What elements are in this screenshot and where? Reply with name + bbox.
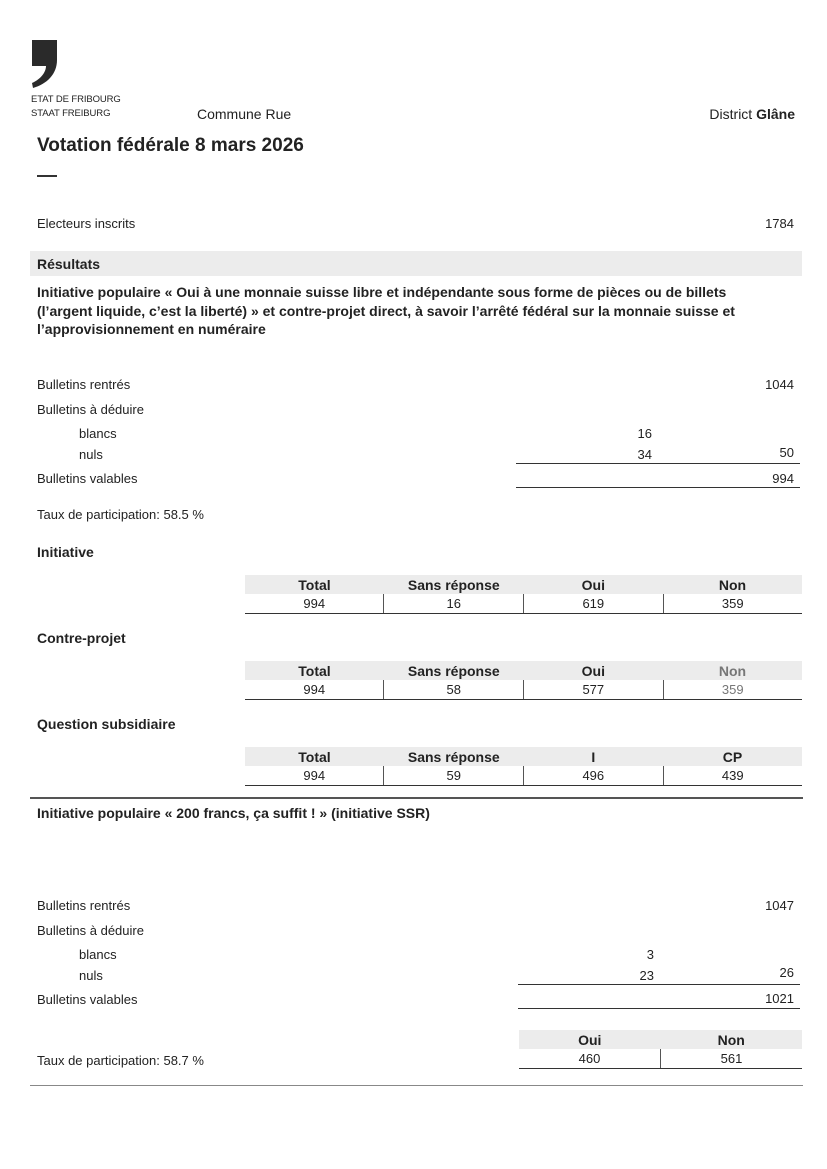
participation-text: Taux de participation: 58.7 %: [37, 1053, 204, 1068]
sum-rule: [516, 487, 800, 488]
cell-sans-reponse: 58: [384, 680, 524, 700]
col-non: Non: [661, 1030, 803, 1049]
col-sans-reponse: Sans réponse: [384, 575, 524, 594]
district-value: Glâne: [756, 106, 795, 122]
deduire-total-value: 26: [779, 965, 794, 980]
bulletins-rentres-label: Bulletins rentrés: [37, 898, 131, 913]
cell-contre-projet: 439: [663, 766, 802, 786]
cell-sans-reponse: 16: [384, 594, 524, 614]
cell-total: 994: [245, 594, 384, 614]
col-contre-projet: CP: [663, 747, 802, 766]
district-label: District: [709, 106, 753, 122]
blancs-label: blancs: [79, 947, 117, 962]
section-divider: [30, 797, 803, 799]
initiative-heading: Initiative: [37, 544, 94, 560]
bulletins-deduire-label: Bulletins à déduire: [37, 402, 144, 417]
title-dash: [37, 175, 57, 177]
commune-name: Commune Rue: [197, 106, 292, 122]
contre-projet-heading: Contre-projet: [37, 630, 126, 646]
cell-non: 359: [663, 680, 802, 700]
footer-divider: [30, 1085, 803, 1086]
cell-oui: 460: [519, 1049, 661, 1069]
valables-value: 1021: [765, 991, 794, 1006]
bulletins-rentres-value: 1047: [765, 898, 794, 913]
electeurs-label: Electeurs inscrits: [37, 216, 136, 231]
sum-rule: [516, 463, 800, 464]
fribourg-logo-icon: [31, 40, 61, 88]
district-name: [709, 106, 795, 122]
bulletins-deduire-label: Bulletins à déduire: [37, 923, 144, 938]
nuls-label: nuls: [79, 968, 103, 983]
objet2-results-table: [519, 1030, 802, 1069]
objet1-title: [37, 283, 817, 339]
deduire-total-value: 50: [779, 445, 794, 460]
objet1-title-line: (l’argent liquide, c’est la liberté) » et contre-projet direct, à savoir l’arrêté fédéral sur la monnaie suisse et: [37, 302, 735, 319]
cell-total: 994: [245, 766, 384, 786]
objet1-title-line: l’approvisionnement en numéraire: [37, 321, 266, 337]
col-sans-reponse: Sans réponse: [384, 747, 524, 766]
nuls-label: nuls: [79, 447, 103, 462]
objet2-title: Initiative populaire « 200 francs, ça suffit ! » (initiative SSR): [37, 805, 430, 821]
blancs-value: 16: [637, 426, 652, 441]
cell-oui: 619: [524, 594, 663, 614]
contre-projet-results-table: [245, 661, 802, 700]
valables-value: 994: [772, 471, 794, 486]
col-sans-reponse: Sans réponse: [384, 661, 524, 680]
question-subsidiaire-results-table: [245, 747, 802, 786]
org-name-fr: ETAT DE FRIBOURG: [31, 94, 121, 105]
sum-rule: [518, 984, 800, 985]
participation-text: Taux de participation: 58.5 %: [37, 507, 204, 522]
cell-sans-reponse: 59: [384, 766, 524, 786]
initiative-results-table: [245, 575, 802, 614]
results-heading: Résultats: [37, 256, 101, 272]
cell-oui: 577: [524, 680, 663, 700]
results-band: [30, 251, 802, 276]
bulletins-rentres-value: 1044: [765, 377, 794, 392]
col-non: Non: [663, 661, 802, 680]
col-non: Non: [663, 575, 802, 594]
col-initiative: I: [524, 747, 663, 766]
objet1-title-line: Initiative populaire « Oui à une monnaie suisse libre et indépendante sous forme de pièces ou de billets: [37, 284, 727, 300]
nuls-value: 23: [639, 968, 654, 983]
col-oui: Oui: [524, 661, 663, 680]
col-total: Total: [245, 661, 384, 680]
org-name-de: STAAT FREIBURG: [31, 108, 111, 119]
col-total: Total: [245, 575, 384, 594]
page-title: Votation fédérale 8 mars 2026: [37, 135, 304, 156]
col-oui: Oui: [524, 575, 663, 594]
col-oui: Oui: [519, 1030, 661, 1049]
cell-non: 561: [661, 1049, 803, 1069]
cell-initiative: 496: [524, 766, 663, 786]
blancs-label: blancs: [79, 426, 117, 441]
cell-non: 359: [663, 594, 802, 614]
cell-total: 994: [245, 680, 384, 700]
sum-rule: [518, 1008, 800, 1009]
nuls-value: 34: [637, 447, 652, 462]
valables-label: Bulletins valables: [37, 992, 138, 1007]
electeurs-value: 1784: [765, 216, 794, 231]
blancs-value: 3: [646, 947, 654, 962]
col-total: Total: [245, 747, 384, 766]
valables-label: Bulletins valables: [37, 471, 138, 486]
bulletins-rentres-label: Bulletins rentrés: [37, 377, 131, 392]
question-subsidiaire-heading: Question subsidiaire: [37, 716, 176, 732]
